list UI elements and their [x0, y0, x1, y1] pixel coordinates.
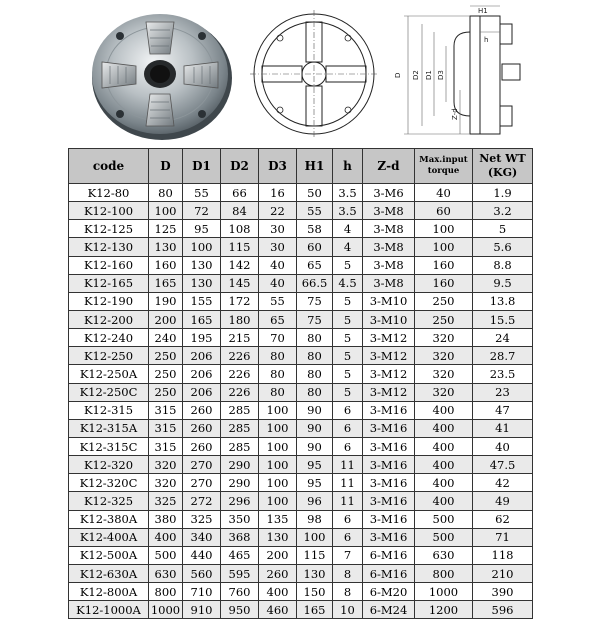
cell-zd: 3-M12	[363, 383, 415, 401]
header-row	[69, 149, 533, 184]
cell-net-wt: 28.7	[473, 347, 533, 365]
cell-net-wt: 15.5	[473, 310, 533, 328]
cell-code: K12-250C	[69, 383, 149, 401]
cell-zd: 3-M10	[363, 310, 415, 328]
cell-code: K12-500A	[69, 546, 149, 564]
table-row	[69, 510, 533, 528]
cell-d: 315	[149, 437, 183, 455]
cell-h: 6	[333, 510, 363, 528]
cell-net-wt: 71	[473, 528, 533, 546]
table-row	[69, 329, 533, 347]
table-body	[69, 184, 533, 619]
cell-net-wt: 118	[473, 546, 533, 564]
label-h: h	[484, 36, 489, 44]
header-code: code	[69, 149, 149, 184]
cell-zd: 3-M12	[363, 347, 415, 365]
cell-d3: 40	[259, 256, 297, 274]
cell-d1: 95	[183, 220, 221, 238]
cell-net-wt: 1.9	[473, 184, 533, 202]
cell-d2: 285	[221, 419, 259, 437]
cell-torque: 800	[415, 564, 473, 582]
cell-zd: 3-M16	[363, 401, 415, 419]
cell-d: 190	[149, 292, 183, 310]
cell-d1: 155	[183, 292, 221, 310]
cell-h1: 90	[297, 419, 333, 437]
cell-d: 320	[149, 456, 183, 474]
cell-h1: 96	[297, 492, 333, 510]
cell-h1: 90	[297, 437, 333, 455]
cell-d: 400	[149, 528, 183, 546]
cell-d3: 16	[259, 184, 297, 202]
table-row	[69, 310, 533, 328]
header-d: D	[149, 149, 183, 184]
cell-d3: 40	[259, 274, 297, 292]
cell-d1: 260	[183, 437, 221, 455]
cell-zd: 6-M20	[363, 583, 415, 601]
cell-d2: 290	[221, 474, 259, 492]
cell-torque: 400	[415, 456, 473, 474]
cell-d1: 206	[183, 347, 221, 365]
cell-zd: 3-M8	[363, 256, 415, 274]
cell-code: K12-325	[69, 492, 149, 510]
header-d2: D2	[221, 149, 259, 184]
header-zd: Z-d	[363, 149, 415, 184]
cell-d3: 100	[259, 492, 297, 510]
header-torque-line-1: Max.input	[419, 155, 468, 165]
cell-d1: 560	[183, 564, 221, 582]
cell-net-wt: 5.6	[473, 238, 533, 256]
cell-d2: 180	[221, 310, 259, 328]
table-row	[69, 546, 533, 564]
cell-torque: 630	[415, 546, 473, 564]
cell-d: 240	[149, 329, 183, 347]
table-row	[69, 292, 533, 310]
cell-h: 8	[333, 564, 363, 582]
cell-torque: 250	[415, 292, 473, 310]
cell-h1: 150	[297, 583, 333, 601]
cell-d3: 200	[259, 546, 297, 564]
cell-d: 1000	[149, 601, 183, 619]
cell-d2: 142	[221, 256, 259, 274]
cell-d1: 130	[183, 256, 221, 274]
cell-d: 200	[149, 310, 183, 328]
table-row	[69, 365, 533, 383]
table-row	[69, 437, 533, 455]
cell-code: K12-80	[69, 184, 149, 202]
cell-d1: 272	[183, 492, 221, 510]
cell-zd: 3-M16	[363, 492, 415, 510]
cell-d: 315	[149, 401, 183, 419]
cell-net-wt: 3.2	[473, 202, 533, 220]
cell-h1: 65	[297, 256, 333, 274]
cell-code: K12-130	[69, 238, 149, 256]
cell-h1: 75	[297, 292, 333, 310]
cell-h: 6	[333, 528, 363, 546]
cell-h: 11	[333, 456, 363, 474]
header-d3: D3	[259, 149, 297, 184]
header-torque-line-2: torque	[427, 166, 460, 176]
cell-code: K12-315	[69, 401, 149, 419]
cell-d1: 260	[183, 401, 221, 419]
cell-d3: 70	[259, 329, 297, 347]
cell-d: 500	[149, 546, 183, 564]
header-h1: H1	[297, 149, 333, 184]
cell-h: 11	[333, 474, 363, 492]
header-wt-line-2: (KG)	[487, 166, 518, 179]
cell-net-wt: 24	[473, 329, 533, 347]
cell-net-wt: 62	[473, 510, 533, 528]
cell-d: 250	[149, 347, 183, 365]
cell-d2: 290	[221, 456, 259, 474]
cell-d3: 130	[259, 528, 297, 546]
cell-torque: 400	[415, 401, 473, 419]
cell-h: 5	[333, 292, 363, 310]
cell-zd: 6-M16	[363, 546, 415, 564]
cell-torque: 250	[415, 310, 473, 328]
table-row	[69, 220, 533, 238]
cell-d1: 710	[183, 583, 221, 601]
cell-torque: 1000	[415, 583, 473, 601]
cell-d3: 100	[259, 419, 297, 437]
cell-d3: 460	[259, 601, 297, 619]
cell-net-wt: 49	[473, 492, 533, 510]
cell-d2: 226	[221, 347, 259, 365]
table-row	[69, 202, 533, 220]
cell-code: K12-125	[69, 220, 149, 238]
cell-zd: 3-M16	[363, 510, 415, 528]
cell-d: 325	[149, 492, 183, 510]
table-row	[69, 456, 533, 474]
cell-d2: 760	[221, 583, 259, 601]
cell-code: K12-630A	[69, 564, 149, 582]
cell-d2: 950	[221, 601, 259, 619]
cell-zd: 3-M12	[363, 365, 415, 383]
label-d: D	[394, 72, 402, 78]
cell-torque: 400	[415, 419, 473, 437]
cell-net-wt: 13.8	[473, 292, 533, 310]
cell-d1: 270	[183, 456, 221, 474]
cell-net-wt: 210	[473, 564, 533, 582]
table-row	[69, 383, 533, 401]
cell-d3: 100	[259, 437, 297, 455]
cell-torque: 40	[415, 184, 473, 202]
cell-d1: 100	[183, 238, 221, 256]
cell-h1: 95	[297, 474, 333, 492]
cell-torque: 60	[415, 202, 473, 220]
cell-net-wt: 8.8	[473, 256, 533, 274]
cell-code: K12-315C	[69, 437, 149, 455]
cell-d: 320	[149, 474, 183, 492]
cell-d: 125	[149, 220, 183, 238]
cell-code: K12-315A	[69, 419, 149, 437]
cell-zd: 3-M8	[363, 274, 415, 292]
cell-zd: 3-M12	[363, 329, 415, 347]
cell-d3: 100	[259, 401, 297, 419]
cell-zd: 6-M16	[363, 564, 415, 582]
cell-d3: 30	[259, 220, 297, 238]
cell-torque: 500	[415, 510, 473, 528]
cell-h: 5	[333, 383, 363, 401]
cell-h1: 60	[297, 238, 333, 256]
front-view-drawing	[250, 8, 378, 140]
cell-h1: 66.5	[297, 274, 333, 292]
cell-net-wt: 23.5	[473, 365, 533, 383]
cell-h: 7	[333, 546, 363, 564]
cell-torque: 400	[415, 492, 473, 510]
drawings-area	[0, 0, 600, 148]
table-row	[69, 184, 533, 202]
table-row	[69, 492, 533, 510]
cell-net-wt: 390	[473, 583, 533, 601]
cell-code: K12-160	[69, 256, 149, 274]
table-row	[69, 474, 533, 492]
cell-d2: 226	[221, 383, 259, 401]
cell-net-wt: 40	[473, 437, 533, 455]
side-view-drawing	[384, 2, 534, 144]
cell-h: 6	[333, 437, 363, 455]
cell-d: 130	[149, 238, 183, 256]
header-d1: D1	[183, 149, 221, 184]
cell-d3: 100	[259, 456, 297, 474]
table-row	[69, 238, 533, 256]
table-row	[69, 256, 533, 274]
cell-torque: 320	[415, 347, 473, 365]
cell-zd: 3-M16	[363, 528, 415, 546]
table-row	[69, 401, 533, 419]
cell-h: 4.5	[333, 274, 363, 292]
cell-h1: 58	[297, 220, 333, 238]
cell-d3: 80	[259, 347, 297, 365]
cell-code: K12-200	[69, 310, 149, 328]
cell-d1: 165	[183, 310, 221, 328]
cell-d1: 206	[183, 383, 221, 401]
header-net-wt	[473, 149, 533, 184]
cell-h: 8	[333, 583, 363, 601]
cell-h: 3.5	[333, 184, 363, 202]
cell-zd: 3-M16	[363, 456, 415, 474]
cell-code: K12-320C	[69, 474, 149, 492]
cell-torque: 320	[415, 329, 473, 347]
cell-d2: 172	[221, 292, 259, 310]
cell-torque: 160	[415, 274, 473, 292]
cell-d1: 55	[183, 184, 221, 202]
cell-net-wt: 9.5	[473, 274, 533, 292]
table-row	[69, 583, 533, 601]
cell-torque: 320	[415, 383, 473, 401]
cell-torque: 100	[415, 220, 473, 238]
cell-d3: 100	[259, 474, 297, 492]
cell-d2: 115	[221, 238, 259, 256]
cell-d2: 368	[221, 528, 259, 546]
cell-d2: 108	[221, 220, 259, 238]
cell-d2: 84	[221, 202, 259, 220]
cell-d1: 440	[183, 546, 221, 564]
cell-net-wt: 596	[473, 601, 533, 619]
cell-h1: 80	[297, 329, 333, 347]
label-d3: D3	[437, 70, 445, 80]
cell-code: K12-800A	[69, 583, 149, 601]
cell-d1: 270	[183, 474, 221, 492]
cell-h1: 75	[297, 310, 333, 328]
cell-zd: 6-M24	[363, 601, 415, 619]
cell-d: 250	[149, 365, 183, 383]
header-max-input-torque	[415, 149, 473, 184]
cell-h: 6	[333, 419, 363, 437]
cell-h1: 165	[297, 601, 333, 619]
table-row	[69, 274, 533, 292]
cell-d3: 55	[259, 292, 297, 310]
cell-net-wt: 23	[473, 383, 533, 401]
cell-code: K12-320	[69, 456, 149, 474]
spec-table	[68, 148, 533, 619]
cell-d1: 72	[183, 202, 221, 220]
cell-d3: 260	[259, 564, 297, 582]
table-row	[69, 419, 533, 437]
cell-d: 80	[149, 184, 183, 202]
cell-zd: 3-M8	[363, 238, 415, 256]
cell-code: K12-190	[69, 292, 149, 310]
table-row	[69, 347, 533, 365]
cell-d2: 595	[221, 564, 259, 582]
cell-torque: 500	[415, 528, 473, 546]
cell-h1: 100	[297, 528, 333, 546]
cell-zd: 3-M10	[363, 292, 415, 310]
cell-zd: 3-M8	[363, 220, 415, 238]
cell-d3: 135	[259, 510, 297, 528]
cell-torque: 400	[415, 474, 473, 492]
cell-d1: 206	[183, 365, 221, 383]
cell-h1: 80	[297, 383, 333, 401]
cell-d2: 285	[221, 401, 259, 419]
label-d2: D2	[412, 70, 420, 80]
table-row	[69, 528, 533, 546]
cell-zd: 3-M16	[363, 419, 415, 437]
cell-net-wt: 41	[473, 419, 533, 437]
cell-code: K12-380A	[69, 510, 149, 528]
cell-h1: 98	[297, 510, 333, 528]
cell-zd: 3-M16	[363, 474, 415, 492]
label-h1: H1	[478, 7, 488, 15]
cell-h1: 130	[297, 564, 333, 582]
cell-h: 4	[333, 238, 363, 256]
cell-code: K12-250	[69, 347, 149, 365]
cell-d: 315	[149, 419, 183, 437]
cell-net-wt: 5	[473, 220, 533, 238]
cell-d1: 195	[183, 329, 221, 347]
header-wt-line-1: Net WT	[479, 152, 526, 165]
cell-h1: 95	[297, 456, 333, 474]
cell-h1: 50	[297, 184, 333, 202]
cell-code: K12-165	[69, 274, 149, 292]
cell-d: 160	[149, 256, 183, 274]
cell-h: 5	[333, 256, 363, 274]
cell-d1: 910	[183, 601, 221, 619]
table-row	[69, 564, 533, 582]
cell-d2: 145	[221, 274, 259, 292]
cell-h: 5	[333, 329, 363, 347]
cell-d: 800	[149, 583, 183, 601]
cell-d3: 22	[259, 202, 297, 220]
cell-h: 3.5	[333, 202, 363, 220]
cell-d3: 65	[259, 310, 297, 328]
cell-h: 10	[333, 601, 363, 619]
cell-d: 100	[149, 202, 183, 220]
cell-d2: 226	[221, 365, 259, 383]
cell-d2: 215	[221, 329, 259, 347]
cell-d2: 66	[221, 184, 259, 202]
cell-d: 630	[149, 564, 183, 582]
cell-net-wt: 47	[473, 401, 533, 419]
cell-d: 250	[149, 383, 183, 401]
cell-h1: 115	[297, 546, 333, 564]
cell-torque: 100	[415, 238, 473, 256]
cell-d3: 80	[259, 383, 297, 401]
cell-h: 5	[333, 347, 363, 365]
cell-net-wt: 47.5	[473, 456, 533, 474]
table-row	[69, 601, 533, 619]
label-d1: D1	[425, 70, 433, 80]
cell-code: K12-100	[69, 202, 149, 220]
cell-code: K12-240	[69, 329, 149, 347]
cell-h: 5	[333, 310, 363, 328]
cell-d2: 285	[221, 437, 259, 455]
label-zd: Z-d	[451, 108, 459, 120]
cell-h1: 55	[297, 202, 333, 220]
cell-h: 5	[333, 365, 363, 383]
cell-d1: 325	[183, 510, 221, 528]
cell-h: 4	[333, 220, 363, 238]
cell-d1: 340	[183, 528, 221, 546]
cell-d3: 30	[259, 238, 297, 256]
cell-torque: 1200	[415, 601, 473, 619]
cell-torque: 160	[415, 256, 473, 274]
cell-d1: 130	[183, 274, 221, 292]
cell-d: 380	[149, 510, 183, 528]
cell-zd: 3-M16	[363, 437, 415, 455]
cell-d2: 465	[221, 546, 259, 564]
chuck-photo	[84, 6, 236, 142]
cell-code: K12-250A	[69, 365, 149, 383]
cell-code: K12-1000A	[69, 601, 149, 619]
cell-h: 6	[333, 401, 363, 419]
cell-d: 165	[149, 274, 183, 292]
cell-h1: 80	[297, 365, 333, 383]
cell-d2: 296	[221, 492, 259, 510]
header-h: h	[333, 149, 363, 184]
cell-zd: 3-M8	[363, 202, 415, 220]
cell-h1: 90	[297, 401, 333, 419]
cell-d1: 260	[183, 419, 221, 437]
cell-d3: 400	[259, 583, 297, 601]
cell-d3: 80	[259, 365, 297, 383]
cell-h1: 80	[297, 347, 333, 365]
cell-zd: 3-M6	[363, 184, 415, 202]
cell-torque: 320	[415, 365, 473, 383]
cell-torque: 400	[415, 437, 473, 455]
cell-code: K12-400A	[69, 528, 149, 546]
cell-d2: 350	[221, 510, 259, 528]
cell-h: 11	[333, 492, 363, 510]
cell-net-wt: 42	[473, 474, 533, 492]
